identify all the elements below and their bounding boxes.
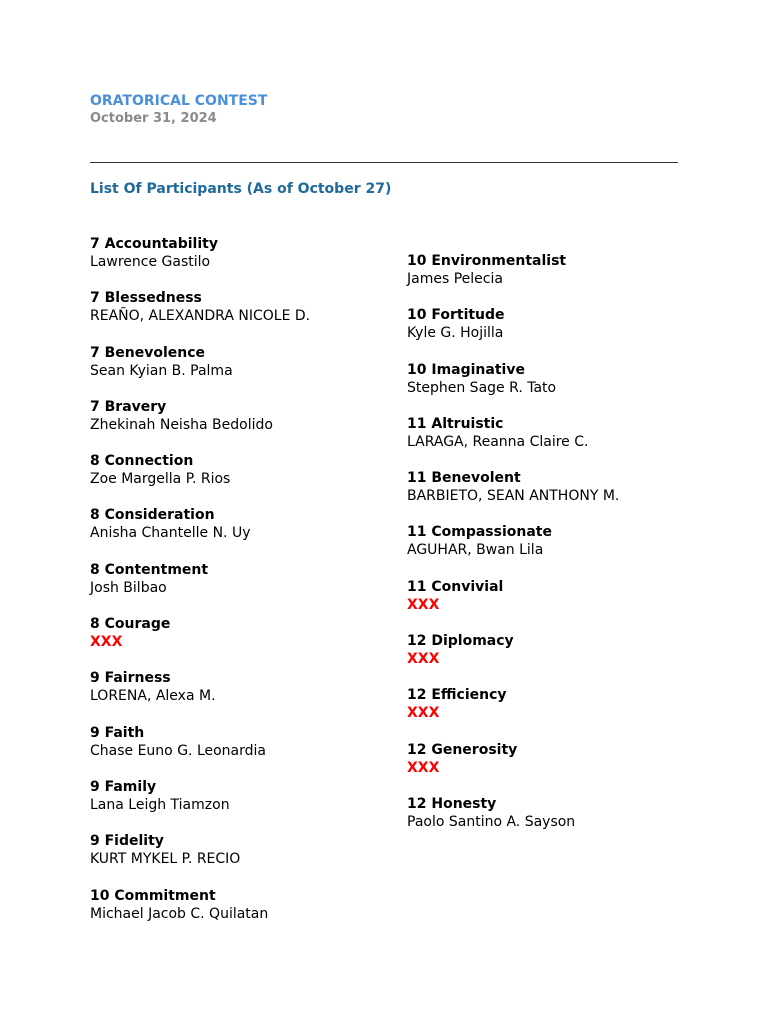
section-name: 12 Honesty (407, 795, 497, 812)
participant-entry (407, 686, 707, 740)
participant-entry (90, 669, 390, 723)
participant-name: Kyle G. Hojilla (407, 325, 504, 342)
participant-name-placeholder: XXX (407, 596, 440, 613)
participant-name: REAÑO, ALEXANDRA NICOLE D. (90, 308, 311, 325)
section-name: 7 Benevolence (90, 344, 206, 361)
document-header (90, 92, 267, 128)
participant-entry (407, 415, 707, 469)
contest-date: October 31, 2024 (90, 111, 217, 126)
participant-entry (407, 632, 707, 686)
participant-entry (90, 615, 390, 669)
participant-entry (90, 235, 390, 289)
participant-entry (90, 452, 390, 506)
participant-entry (90, 561, 390, 615)
section-name: 12 Diplomacy (407, 633, 514, 650)
participant-name: Anisha Chantelle N. Uy (90, 525, 251, 542)
participant-entry (407, 741, 707, 795)
participant-entry (407, 306, 707, 360)
section-name: 11 Convivial (407, 578, 504, 595)
participant-name-placeholder: XXX (407, 759, 440, 776)
section-name: 8 Contentment (90, 561, 209, 578)
participant-entry (90, 832, 390, 886)
participant-name: Zhekinah Neisha Bedolido (90, 416, 273, 433)
participant-name: Josh Bilbao (90, 579, 167, 596)
participant-name-placeholder: XXX (407, 651, 440, 668)
section-name: 8 Consideration (90, 507, 215, 524)
section-name: 7 Accountability (90, 236, 218, 252)
section-name: 12 Generosity (407, 741, 518, 758)
participant-name: Lawrence Gastilo (90, 254, 211, 270)
section-name: 9 Family (90, 778, 157, 795)
participant-name: Chase Euno G. Leonardia (90, 742, 266, 759)
participant-entry (90, 289, 390, 343)
participant-name: Lana Leigh Tiamzon (90, 796, 230, 813)
participant-entry (90, 778, 390, 832)
participant-entry (407, 523, 707, 577)
participant-entry (407, 795, 707, 849)
participants-column-left (90, 235, 390, 941)
participant-name: AGUHAR, Bwan Lila (407, 542, 544, 559)
section-name: 12 Efficiency (407, 687, 507, 704)
participant-entry (90, 344, 390, 398)
section-name: 11 Altruistic (407, 415, 504, 432)
participant-name: James Pelecia (407, 271, 503, 287)
participant-name: Zoe Margella P. Rios (90, 471, 231, 488)
participant-name: Michael Jacob C. Quilatan (90, 905, 269, 922)
contest-title: ORATORICAL CONTEST (90, 93, 268, 109)
participant-name-placeholder: XXX (90, 634, 123, 651)
participants-list-title: List Of Participants (As of October 27) (90, 181, 392, 197)
participant-name: Paolo Santino A. Sayson (407, 813, 576, 830)
participant-name-placeholder: XXX (407, 705, 440, 722)
participant-name: Stephen Sage R. Tato (407, 379, 557, 396)
participant-entry (407, 361, 707, 415)
participant-name: LORENA, Alexa M. (90, 688, 216, 705)
participant-entry (90, 887, 390, 941)
participant-entry (407, 469, 707, 523)
participant-entry (407, 252, 707, 306)
participant-entry (90, 506, 390, 560)
participant-name: Sean Kyian B. Palma (90, 362, 233, 379)
header-divider (90, 162, 678, 163)
participants-column-right (407, 252, 707, 849)
participant-name: BARBIETO, SEAN ANTHONY M. (407, 488, 620, 505)
participant-name: LARAGA, Reanna Claire C. (407, 433, 589, 450)
participant-entry (407, 578, 707, 632)
section-name: 9 Faith (90, 724, 145, 741)
section-name: 10 Imaginative (407, 361, 525, 378)
participant-entry (90, 398, 390, 452)
section-name: 9 Fairness (90, 670, 171, 687)
participant-name: KURT MYKEL P. RECIO (90, 851, 241, 868)
section-name: 10 Commitment (90, 887, 216, 904)
section-name: 7 Blessedness (90, 290, 202, 307)
section-name: 9 Fidelity (90, 833, 164, 850)
section-name: 11 Compassionate (407, 524, 552, 541)
section-name: 7 Bravery (90, 398, 167, 415)
section-name: 8 Courage (90, 616, 171, 633)
section-name: 11 Benevolent (407, 470, 521, 487)
section-name: 10 Environmentalist (407, 253, 567, 269)
section-name: 10 Fortitude (407, 307, 505, 324)
section-name: 8 Connection (90, 453, 194, 470)
participant-entry (90, 724, 390, 778)
